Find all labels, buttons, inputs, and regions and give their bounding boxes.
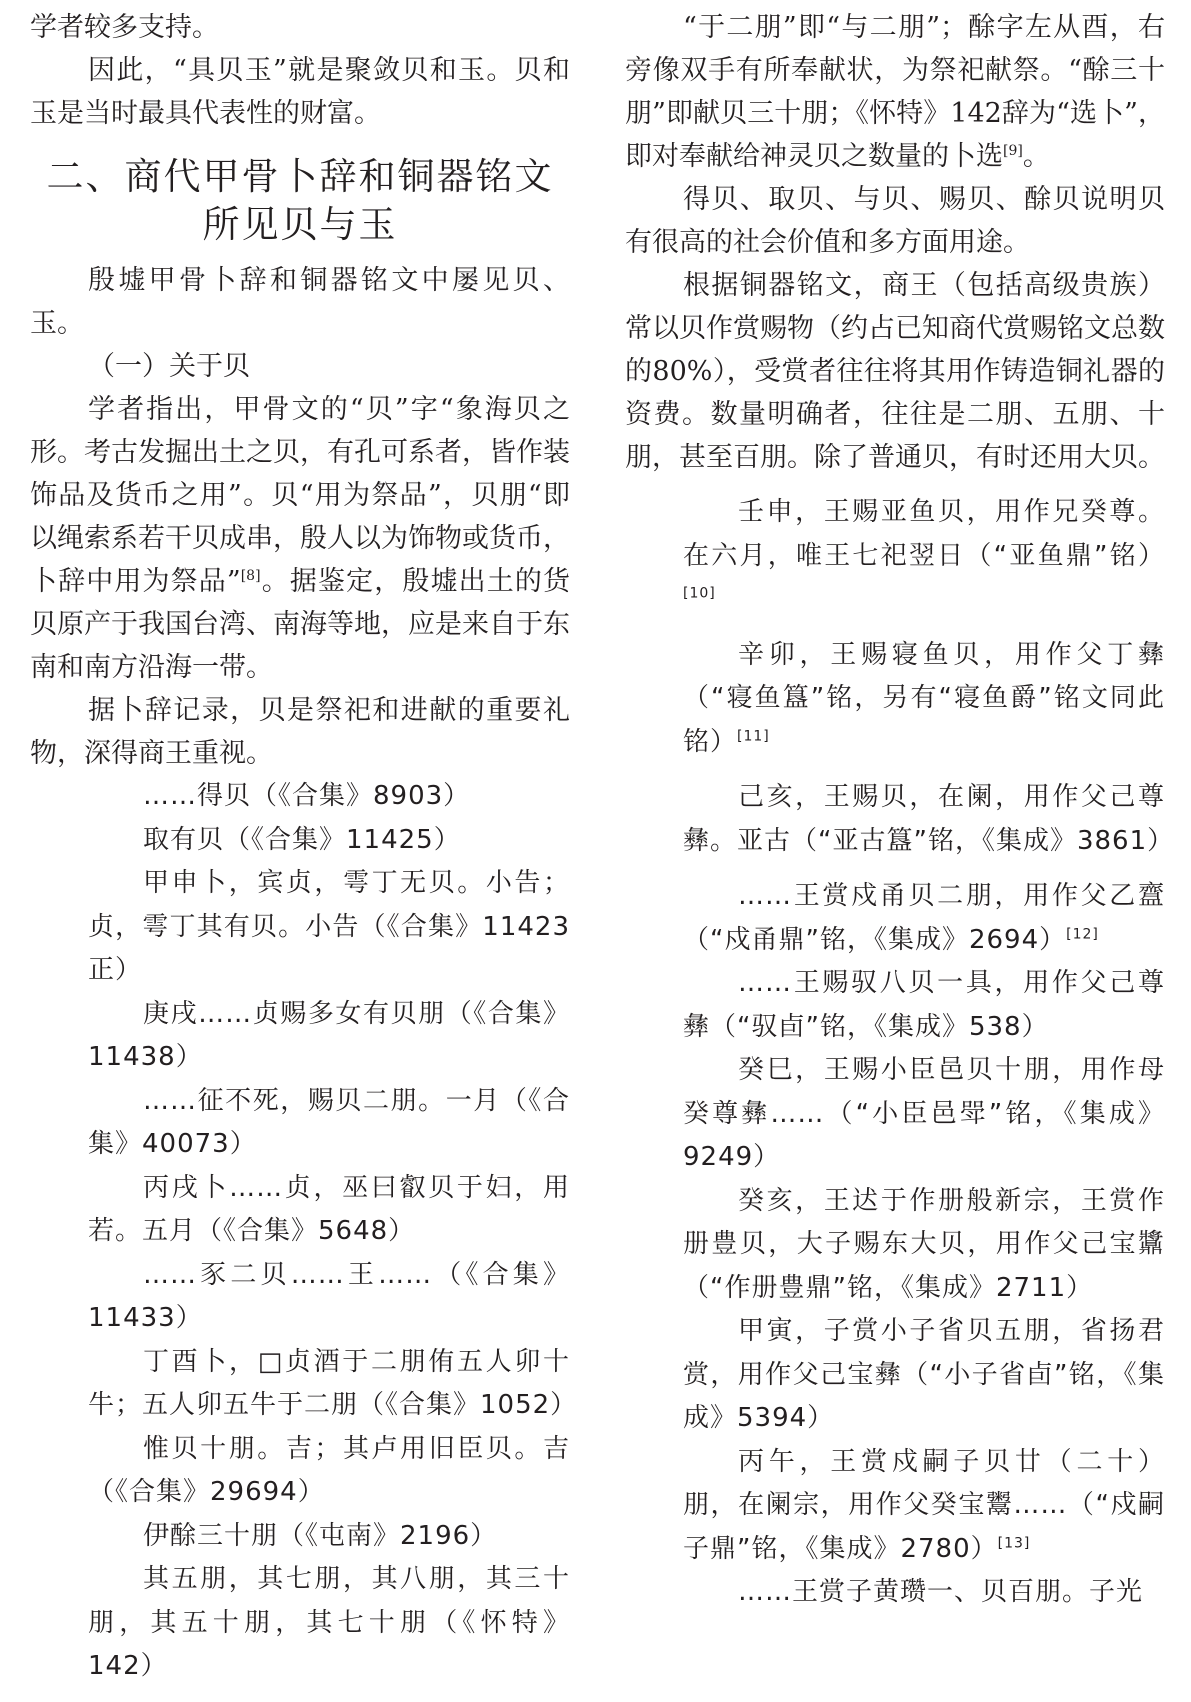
quoted-inscription (88, 1167, 570, 1254)
paragraph-text: 学者指出，甲骨文的“贝”字“象海贝之形。考古发掘出土之贝，有孔可系者，皆作装饰品及货币之用”。贝“用为祭品”，贝朋“即以绳索系若干贝成串，殷人以为饰物或货币，卜辞中用为祭品” (30, 394, 570, 597)
body-paragraph (30, 345, 570, 388)
paragraph-text: 己亥，王赐贝，在阑，用作父己尊彝。亚古（“亚古簋”铭，《集成》3861） (683, 782, 1175, 856)
paragraph-text: 庚戌……贞赐多女有贝朋（《合集》11438） (88, 998, 570, 1072)
quoted-inscription (683, 1571, 1165, 1615)
paragraph-text: ……征不死，赐贝二朋。一月（《合集》40073） (88, 1085, 570, 1159)
quoted-inscription (88, 1428, 570, 1515)
paragraph-text: 其五朋，其七朋，其八朋，其三十朋，其五十朋，其七十朋（《怀特》142） (88, 1564, 570, 1681)
body-paragraph (625, 6, 1165, 178)
paragraph-text: “于二朋”即“与二朋”；酴字左从酉，右旁像双手有所奉献状，为祭祀献祭。“酴三十朋”即献贝三十朋；《怀特》142辞为“选卜”，即对奉献给神灵贝之数量的卜选 (625, 12, 1165, 172)
citation-marker: [10] (683, 585, 716, 602)
body-paragraph (30, 49, 570, 135)
paragraph-text: 丁酉卜，□贞酒于二朋侑五人卯十牛；五人卯五牛于二朋（《合集》1052） (88, 1346, 578, 1420)
body-paragraph (30, 259, 570, 345)
quoted-inscription (683, 491, 1165, 622)
paragraph-text: 丙午，王赏戍嗣子贝廿（二十）朋，在阑宗，用作父癸宝鬻……（“戍嗣子鼎”铭，《集成》2780） (683, 1446, 1165, 1564)
quoted-inscription (88, 1254, 570, 1341)
quoted-inscription (88, 819, 570, 863)
right-column (625, 6, 1175, 1615)
quoted-inscription (88, 1341, 578, 1428)
quoted-inscription (683, 1180, 1165, 1311)
quoted-inscription (683, 776, 1175, 863)
paragraph-text: 二、商代甲骨卜辞和铜器铭文所见贝与玉 (46, 155, 554, 246)
paragraph-text: 伊酴三十朋（《屯南》2196） (143, 1520, 498, 1551)
body-paragraph (625, 264, 1165, 479)
quoted-inscription (683, 875, 1165, 962)
paragraph-text: ……王赏子黄瓒一、贝百朋。子光 (738, 1577, 1144, 1607)
quoted-inscription (88, 1515, 570, 1559)
paragraph-text: 甲寅，子赏小子省贝五朋，省扬君赏，用作父己宝彝（“小子省卣”铭，《集成》5394） (683, 1316, 1165, 1433)
quoted-inscription (88, 862, 570, 993)
paragraph-text: 癸亥，王迖于作册般新宗，王赏作册豊贝，大子赐东大贝，用作父己宝䵼（“作册豊鼎”铭，《集成》2711） (683, 1185, 1165, 1303)
quoted-inscription (88, 1080, 570, 1167)
quoted-inscription (88, 1558, 570, 1689)
paragraph-text-tail: 。 (1022, 141, 1050, 172)
quoted-inscription (683, 1049, 1165, 1180)
quoted-inscription (88, 775, 570, 819)
citation-marker: [8] (240, 568, 261, 584)
quoted-inscription (683, 1441, 1165, 1572)
body-paragraph (625, 178, 1165, 264)
paragraph-text: 殷墟甲骨卜辞和铜器铭文中屡见贝、玉。 (30, 265, 570, 339)
citation-marker: [11] (737, 727, 770, 744)
paragraph-text: 得贝、取贝、与贝、赐贝、酴贝说明贝有很高的社会价值和多方面用途。 (625, 184, 1165, 258)
paragraph-text: 壬申，王赐亚鱼贝，用作兄癸尊。在六月，唯王七祀翌日（“亚鱼鼎”铭） (683, 497, 1165, 571)
body-paragraph (30, 6, 570, 49)
paragraph-text-tail: 。据鉴定，殷墟出土的货贝原产于我国台湾、南海等地，应是来自于东南和南方沿海一带。 (30, 566, 570, 683)
paragraph-text: 因此，“具贝玉”就是聚敛贝和玉。贝和玉是当时最具代表性的财富。 (30, 55, 570, 129)
citation-marker: [9] (1003, 143, 1023, 159)
paragraph-text: （一）关于贝 (88, 351, 250, 382)
paragraph-text: ……王赐驭八贝一具，用作父己尊彝（“驭卣”铭，《集成》538） (683, 968, 1165, 1042)
paragraph-text: ……王赏戍甬贝二朋，用作父乙齍（“戍甬鼎”铭，《集成》2694） (683, 881, 1165, 955)
paragraph-text: 取有贝（《合集》11425） (143, 824, 461, 855)
paragraph-text: 丙戌卜……贞，巫曰叡贝于妇，用若。五月（《合集》5648） (88, 1172, 570, 1246)
paragraph-text: 学者较多支持。 (30, 12, 219, 43)
left-column (30, 6, 578, 1689)
paragraph-text: ……豕二贝……王……（《合集》11433） (88, 1259, 570, 1333)
paragraph-text: 癸巳，王赐小臣邑贝十朋，用作母癸尊彝……（“小臣邑斝”铭，《集成》9249） (683, 1055, 1165, 1172)
quoted-inscription (88, 993, 570, 1080)
paragraph-text: 辛卯，王赐寝鱼贝，用作父丁彝（“寝鱼簋”铭，另有“寝鱼爵”铭文同此铭） (683, 639, 1165, 757)
quoted-inscription (683, 962, 1165, 1049)
quoted-inscription (683, 1310, 1165, 1441)
citation-marker: [12] (1066, 925, 1099, 942)
paragraph-text: 惟贝十朋。吉；其卢用旧臣贝。吉（《合集》29694） (88, 1433, 570, 1507)
paragraph-text: 根据铜器铭文，商王（包括高级贵族）常以贝作赏赐物（约占已知商代赏赐铭文总数的80%），受赏者往往将其用作铸造铜礼器的资费。数量明确者，往往是二朋、五朋、十朋，甚至百朋。除了普通贝，有时还用大贝。 (625, 270, 1165, 473)
quoted-inscription (683, 634, 1165, 765)
paragraph-text: 据卜辞记录，贝是祭祀和进献的重要礼物，深得商王重视。 (30, 695, 570, 769)
paragraph-text: 甲申卜，宾贞，雩丁无贝。小告；贞，雩丁其有贝。小告（《合集》11423正） (88, 868, 570, 985)
citation-marker: [13] (997, 1534, 1031, 1551)
paragraph-text: ……得贝（《合集》8903） (143, 781, 471, 811)
body-paragraph (30, 689, 570, 775)
section-heading (30, 153, 570, 249)
body-paragraph (30, 388, 570, 689)
